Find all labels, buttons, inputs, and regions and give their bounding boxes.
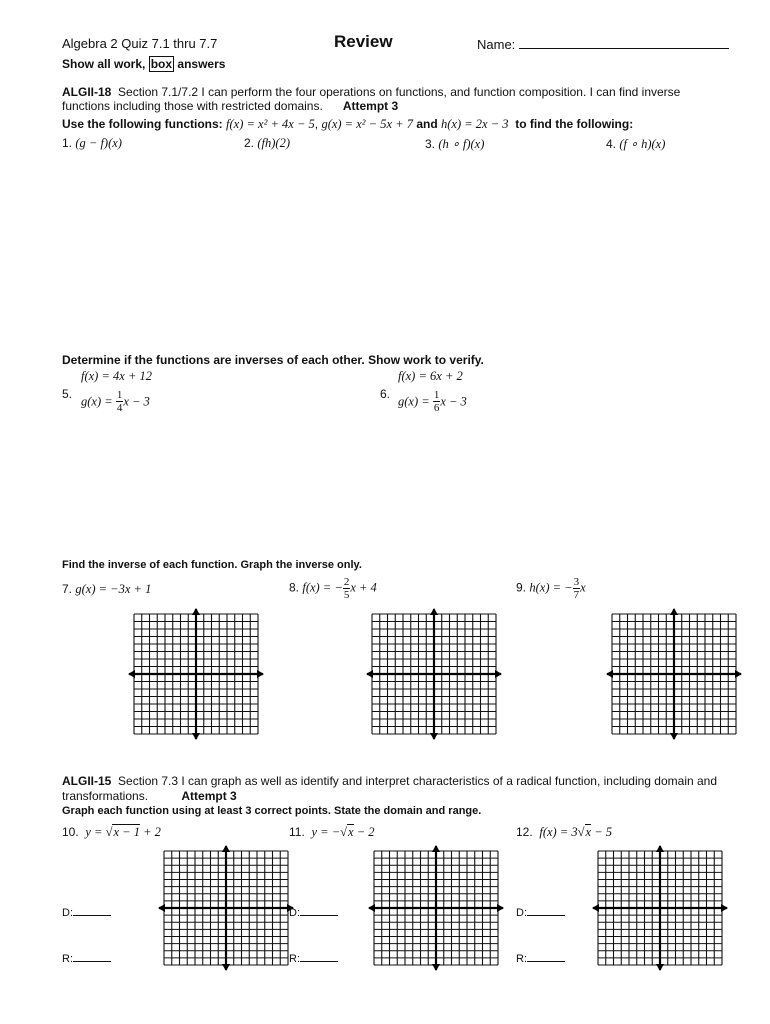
- expr-right: − 5: [591, 825, 613, 839]
- domain-blank[interactable]: [300, 905, 338, 916]
- name-field[interactable]: [477, 36, 729, 52]
- y-axis-arrow-up: [192, 608, 200, 615]
- problem-6-number: 6.: [380, 387, 391, 401]
- x-axis-arrow-right: [497, 904, 504, 912]
- section4-desc1: Section 7.3 I can graph as well as identify and interpret characteristics of a radical function, including domain and: [118, 774, 718, 788]
- problem-4: [606, 136, 665, 152]
- expr-left: h(x) = −: [529, 580, 573, 595]
- expr-left: y = −: [311, 825, 341, 839]
- x-axis-arrow-left: [366, 670, 373, 678]
- y-axis-arrow-down: [192, 733, 200, 740]
- section1-code: ALGII-18: [62, 85, 112, 99]
- domain-field-12[interactable]: [516, 905, 565, 919]
- f-definition: f(x) = x² + 4x − 5: [226, 117, 315, 131]
- problem-expression: (f ∘ h)(x): [619, 137, 666, 151]
- coordinate-grid-9[interactable]: [606, 608, 742, 740]
- domain-field-11[interactable]: [289, 905, 338, 919]
- problem-number: 2.: [244, 136, 255, 150]
- problem-number: 10.: [62, 825, 79, 839]
- range-label: R:: [516, 953, 527, 965]
- domain-field-10[interactable]: [62, 905, 111, 919]
- name-line[interactable]: [519, 36, 729, 49]
- problem-5-number: 5.: [62, 387, 73, 401]
- y-axis-arrow-down: [222, 964, 230, 971]
- section1-desc2: functions including those with restricted domains.: [62, 99, 323, 113]
- y-axis-arrow-down: [430, 733, 438, 740]
- section4-code: ALGII-15: [62, 774, 112, 788]
- range-field-12[interactable]: [516, 951, 565, 965]
- range-label: R:: [62, 953, 73, 965]
- denominator: 6: [433, 402, 440, 414]
- domain-blank[interactable]: [73, 905, 111, 916]
- instruction-prefix: Show all work,: [62, 57, 146, 71]
- x-axis-arrow-left: [368, 904, 375, 912]
- page-title: Review: [334, 32, 393, 51]
- h-definition: h(x) = 2x − 3: [441, 117, 509, 131]
- numerator: 1: [433, 389, 440, 401]
- expr-left: f(x) = −: [302, 580, 343, 595]
- section1-desc-line2: [62, 99, 398, 113]
- problem-3: [425, 136, 484, 152]
- and-label: and: [416, 117, 438, 131]
- problem-number: 9.: [516, 580, 527, 595]
- section2-instruction: Determine if the functions are inverses of each other. Show work to verify.: [62, 353, 484, 367]
- coordinate-grid-11[interactable]: [368, 845, 504, 971]
- problem-6-f: f(x) = 6x + 2: [398, 369, 463, 383]
- problem-number: 4.: [606, 137, 617, 151]
- y-axis-arrow-up: [432, 845, 440, 852]
- denominator: 4: [116, 402, 123, 414]
- section4-instruction: Graph each function using at least 3 correct points. State the domain and range.: [62, 805, 482, 817]
- instruction-box: box: [150, 57, 173, 71]
- y-axis-arrow-down: [670, 733, 678, 740]
- expr-right: + 2: [139, 825, 161, 839]
- problem-7: [62, 582, 151, 597]
- section1-attempt: Attempt 3: [342, 99, 399, 113]
- problem-10: 10. y = √x − 1 + 2: [62, 825, 161, 839]
- problem-expression: (g − f)(x): [75, 136, 122, 150]
- find-label: to find the following:: [515, 117, 634, 131]
- numerator: 3: [573, 576, 580, 588]
- range-field-10[interactable]: [62, 951, 111, 965]
- x-axis-arrow-left: [606, 670, 613, 678]
- functions-line: Use the following functions: f(x) = x² + 4x − 5, g(x) = x² − 5x + 7 and h(x) = 2x − 3 to find the following:: [62, 117, 634, 131]
- fraction: [573, 576, 581, 601]
- section4-attempt: Attempt 3: [181, 789, 237, 803]
- x-axis-arrow-right: [495, 670, 502, 678]
- domain-label: D:: [289, 907, 300, 919]
- g-left: g(x) =: [81, 394, 116, 409]
- instruction-suffix: answers: [177, 57, 226, 71]
- coordinate-grid-10[interactable]: [158, 845, 294, 971]
- denominator: 7: [573, 589, 580, 601]
- section3-instruction: Find the inverse of each function. Graph the inverse only.: [62, 559, 362, 571]
- problem-number: 7.: [62, 582, 73, 596]
- problem-1: [62, 136, 122, 151]
- problem-12: 12. f(x) = 3√x − 5: [516, 825, 613, 839]
- expr-right: x: [580, 580, 586, 595]
- radicand: x: [585, 825, 592, 839]
- problem-expression: (fh)(2): [257, 136, 290, 150]
- g-right: x − 3: [123, 394, 150, 409]
- expr-right: x + 4: [350, 580, 377, 595]
- x-axis-arrow-right: [257, 670, 264, 678]
- domain-blank[interactable]: [527, 905, 565, 916]
- range-blank[interactable]: [527, 951, 565, 962]
- problem-6-g: [398, 389, 467, 414]
- problem-9: [516, 576, 586, 601]
- y-axis-arrow-up: [670, 608, 678, 615]
- course-title: Algebra 2 Quiz 7.1 thru 7.7: [62, 36, 218, 51]
- section1-desc-line1: [62, 85, 680, 99]
- problem-5-g: [81, 389, 150, 414]
- problem-11: 11. y = −√x − 2: [289, 825, 375, 839]
- g-left: g(x) =: [398, 394, 433, 409]
- y-axis-arrow-up: [430, 608, 438, 615]
- x-axis-arrow-left: [128, 670, 135, 678]
- instruction-line: [62, 57, 225, 71]
- x-axis-arrow-left: [158, 904, 165, 912]
- expr-left: f(x) = 3: [539, 825, 578, 839]
- use-label: Use the following functions:: [62, 117, 223, 131]
- expr-left: y =: [85, 825, 106, 839]
- name-label: Name:: [477, 37, 516, 52]
- problem-expression: g(x) = −3x + 1: [75, 582, 152, 596]
- x-axis-arrow-right: [721, 904, 728, 912]
- domain-label: D:: [516, 907, 527, 919]
- section4-desc2: transformations.: [62, 789, 149, 803]
- range-label: R:: [289, 953, 300, 965]
- section1-desc1: Section 7.1/7.2 I can perform the four operations on functions, and function composition. I can find inverse: [118, 85, 681, 99]
- domain-label: D:: [62, 907, 73, 919]
- y-axis-arrow-up: [656, 845, 664, 852]
- problem-2: [244, 136, 290, 151]
- expr-right: − 2: [353, 825, 375, 839]
- problem-number: 11.: [289, 825, 305, 839]
- problem-8: [289, 576, 377, 601]
- problem-number: 8.: [289, 580, 300, 595]
- coordinate-grid-7[interactable]: [128, 608, 264, 740]
- x-axis-arrow-left: [592, 904, 599, 912]
- radicand: x − 1: [113, 825, 140, 839]
- coordinate-grid-8[interactable]: [366, 608, 502, 740]
- problem-number: 12.: [516, 825, 533, 839]
- g-right: x − 3: [440, 394, 467, 409]
- range-field-11[interactable]: [289, 951, 338, 965]
- range-blank[interactable]: [73, 951, 111, 962]
- section4-desc-line1: [62, 774, 717, 788]
- problem-number: 1.: [62, 136, 73, 150]
- numerator: 2: [343, 576, 350, 588]
- numerator: 1: [116, 389, 123, 401]
- y-axis-arrow-down: [432, 964, 440, 971]
- y-axis-arrow-down: [656, 964, 664, 971]
- g-definition: g(x) = x² − 5x + 7: [321, 117, 413, 131]
- problem-5-f: f(x) = 4x + 12: [81, 369, 153, 383]
- x-axis-arrow-right: [735, 670, 742, 678]
- problem-expression: (h ∘ f)(x): [438, 137, 485, 151]
- range-blank[interactable]: [300, 951, 338, 962]
- radicand: x: [348, 825, 354, 839]
- problem-number: 3.: [425, 137, 436, 151]
- coordinate-grid-12[interactable]: [592, 845, 728, 971]
- denominator: 5: [343, 589, 350, 601]
- section4-desc-line2: [62, 789, 237, 803]
- y-axis-arrow-up: [222, 845, 230, 852]
